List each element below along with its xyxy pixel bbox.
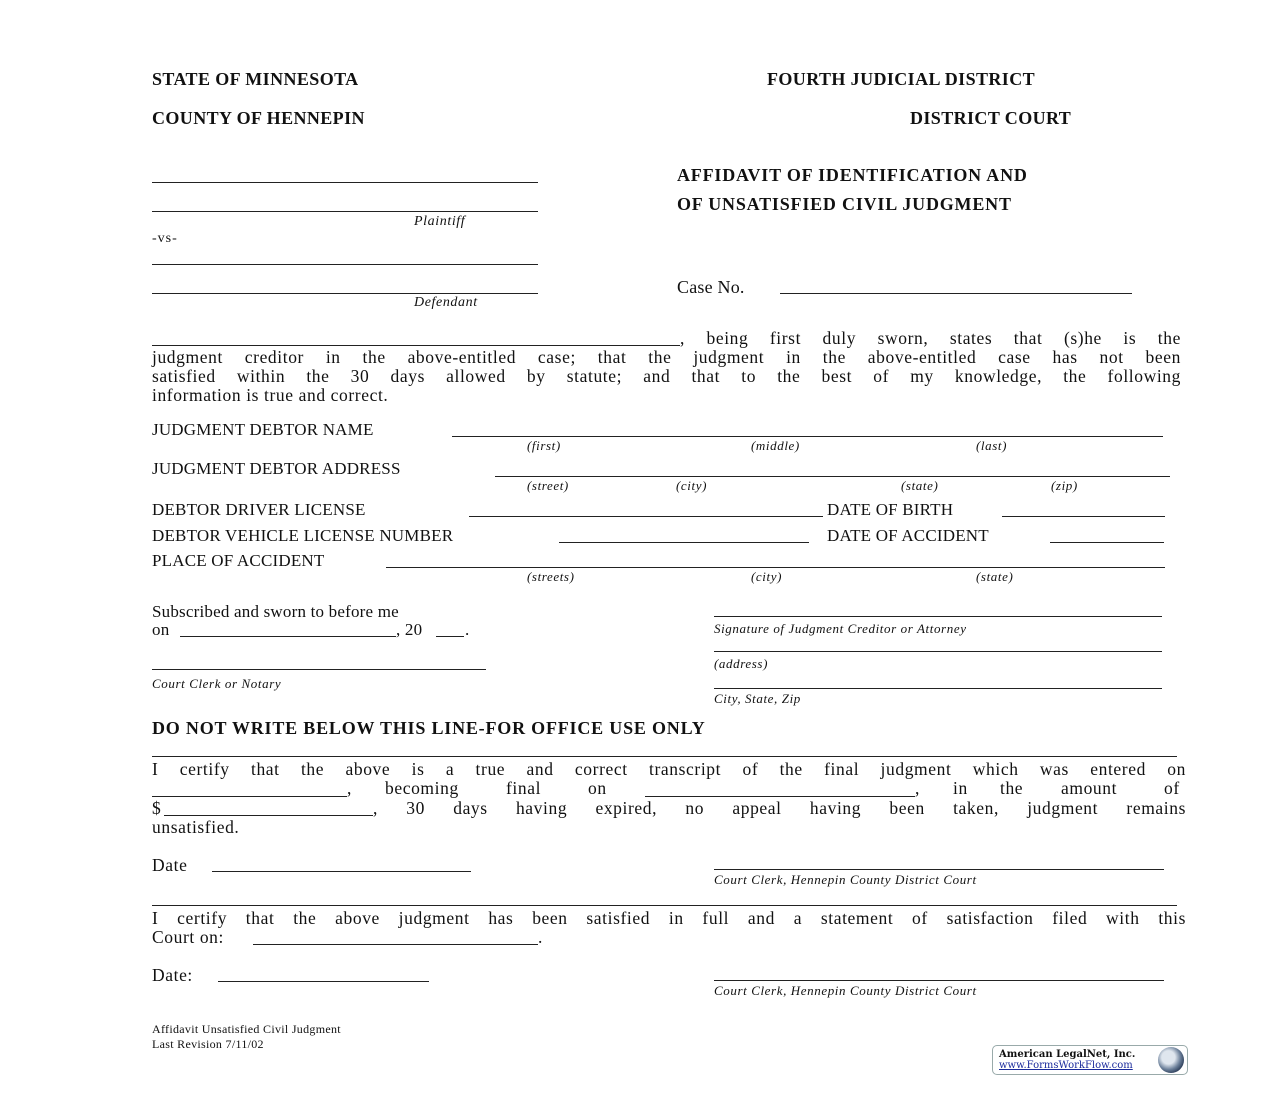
hint-middle: (middle) [751, 438, 800, 453]
legalnet-logo[interactable] [992, 1045, 1188, 1075]
plaintiff-field-2[interactable] [152, 211, 538, 212]
hint-street: (street) [527, 478, 569, 493]
sworn-on-label: on [152, 620, 170, 639]
sworn-year-prefix: , 20 [396, 620, 423, 639]
creditor-city-label: City, State, Zip [714, 691, 801, 706]
cert1-final: final [506, 778, 542, 798]
place-of-accident-label: PLACE OF ACCIDENT [152, 551, 325, 570]
cert2-court-on: Court on: [152, 927, 224, 947]
driver-license-label: DEBTOR DRIVER LICENSE [152, 500, 366, 519]
date-of-birth-field[interactable] [1002, 516, 1165, 517]
satisfaction-clerk-date-field[interactable] [218, 981, 429, 982]
sworn-year-field[interactable] [436, 636, 464, 637]
cert1-the: the [1000, 778, 1024, 798]
case-number-label: Case No. [677, 277, 745, 297]
hint-accident-state: (state) [976, 569, 1014, 584]
affidavit-line1: , being first duly sworn, states that (s)he is the [680, 328, 1181, 348]
cert1-of: of [1164, 778, 1180, 798]
hint-city: (city) [676, 478, 708, 493]
plaintiff-field-1[interactable] [152, 182, 538, 183]
cert1-on: on [588, 778, 607, 798]
creditor-city-field[interactable] [714, 688, 1162, 689]
vehicle-license-label: DEBTOR VEHICLE LICENSE NUMBER [152, 526, 454, 545]
debtor-address-field[interactable] [495, 476, 1170, 477]
judgment-entered-date-field[interactable] [152, 796, 347, 797]
creditor-signature-label: Signature of Judgment Creditor or Attorney [714, 621, 967, 636]
driver-license-field[interactable] [469, 516, 823, 517]
cert1-in: in [953, 778, 968, 798]
creditor-address-field[interactable] [714, 651, 1162, 652]
judgment-final-date-field[interactable] [645, 796, 915, 797]
office-divider [152, 756, 1177, 757]
hint-accident-city: (city) [751, 569, 783, 584]
state-heading: STATE OF MINNESOTA [152, 69, 359, 89]
document-title-line2: OF UNSATISFIED CIVIL JUDGMENT [677, 194, 1012, 214]
defendant-field-2[interactable] [152, 293, 538, 294]
cert1-comma-2: , [915, 778, 920, 798]
creditor-signature-field[interactable] [714, 616, 1162, 617]
court-heading: DISTRICT COURT [910, 108, 1072, 128]
cert1-comma-1: , [347, 778, 352, 798]
county-heading: COUNTY OF HENNEPIN [152, 108, 365, 128]
sworn-date-field[interactable] [180, 636, 396, 637]
date-of-birth-label: DATE OF BIRTH [827, 500, 954, 519]
vehicle-license-field[interactable] [559, 542, 809, 543]
cert1-line3: , 30 days having expired, no appeal having been taken, judgment remains [373, 798, 1186, 818]
cert2-period: . [538, 927, 543, 947]
logo-company-name: American LegalNet, Inc. [999, 1049, 1136, 1060]
globe-icon [1158, 1047, 1184, 1073]
place-of-accident-field[interactable] [386, 567, 1165, 568]
date-of-accident-label: DATE OF ACCIDENT [827, 526, 989, 545]
hint-last: (last) [976, 438, 1008, 453]
date2-label: Date: [152, 965, 193, 985]
debtor-address-label: JUDGMENT DEBTOR ADDRESS [152, 459, 401, 478]
hint-state: (state) [901, 478, 939, 493]
judgment-amount-field[interactable] [164, 815, 373, 816]
satisfaction-date-field[interactable] [253, 944, 538, 945]
satisfaction-divider [152, 905, 1177, 906]
hint-first: (first) [527, 438, 561, 453]
subscribed-text: Subscribed and sworn to before me [152, 602, 399, 621]
cert1-line4: unsatisfied. [152, 817, 240, 837]
office-use-heading: DO NOT WRITE BELOW THIS LINE-FOR OFFICE USE ONLY [152, 718, 706, 738]
document-title-line1: AFFIDAVIT OF IDENTIFICATION AND [677, 165, 1028, 185]
cert1-amount: amount [1061, 778, 1118, 798]
affiant-name-field[interactable] [152, 345, 680, 346]
plaintiff-label: Plaintiff [414, 214, 466, 229]
sworn-year-suffix: . [465, 620, 470, 639]
defendant-field-1[interactable] [152, 264, 538, 265]
logo-url-link[interactable]: www.FormsWorkFlow.com [999, 1060, 1133, 1071]
clerk-signature-label: Court Clerk, Hennepin County District Court [714, 872, 977, 887]
date-of-accident-field[interactable] [1050, 542, 1164, 543]
clerk-date-field[interactable] [212, 871, 471, 872]
district-heading: FOURTH JUDICIAL DISTRICT [767, 69, 1036, 89]
clerk-signature-field[interactable] [714, 869, 1164, 870]
cert1-becoming: becoming [385, 778, 459, 798]
affidavit-line3: satisfied within the 30 days allowed by statute; and that to the best of my knowledge, the following [152, 366, 1181, 386]
affidavit-line2: judgment creditor in the above-entitled case; that the judgment in the above-entitled case has not been [152, 347, 1181, 367]
form-name: Affidavit Unsatisfied Civil Judgment [152, 1022, 341, 1036]
dollar-sign: $ [152, 798, 162, 818]
notary-signature-field[interactable] [152, 669, 486, 670]
cert2-line1: I certify that the above judgment has been satisfied in full and a statement of satisfaction filed with this [152, 908, 1186, 928]
debtor-name-label: JUDGMENT DEBTOR NAME [152, 420, 374, 439]
hint-streets: (streets) [527, 569, 575, 584]
satisfaction-clerk-label: Court Clerk, Hennepin County District Court [714, 983, 977, 998]
creditor-address-label: (address) [714, 656, 769, 671]
affidavit-line4: information is true and correct. [152, 385, 389, 405]
cert1-line1: I certify that the above is a true and correct transcript of the final judgment which was entered on [152, 759, 1186, 779]
defendant-label: Defendant [414, 295, 478, 310]
date-label: Date [152, 855, 188, 875]
versus-label: -vs- [152, 231, 178, 246]
revision-date: Last Revision 7/11/02 [152, 1037, 264, 1051]
notary-label: Court Clerk or Notary [152, 676, 282, 691]
debtor-name-field[interactable] [452, 436, 1163, 437]
hint-zip: (zip) [1051, 478, 1078, 493]
case-number-field[interactable] [780, 293, 1132, 294]
satisfaction-clerk-signature-field[interactable] [714, 980, 1164, 981]
